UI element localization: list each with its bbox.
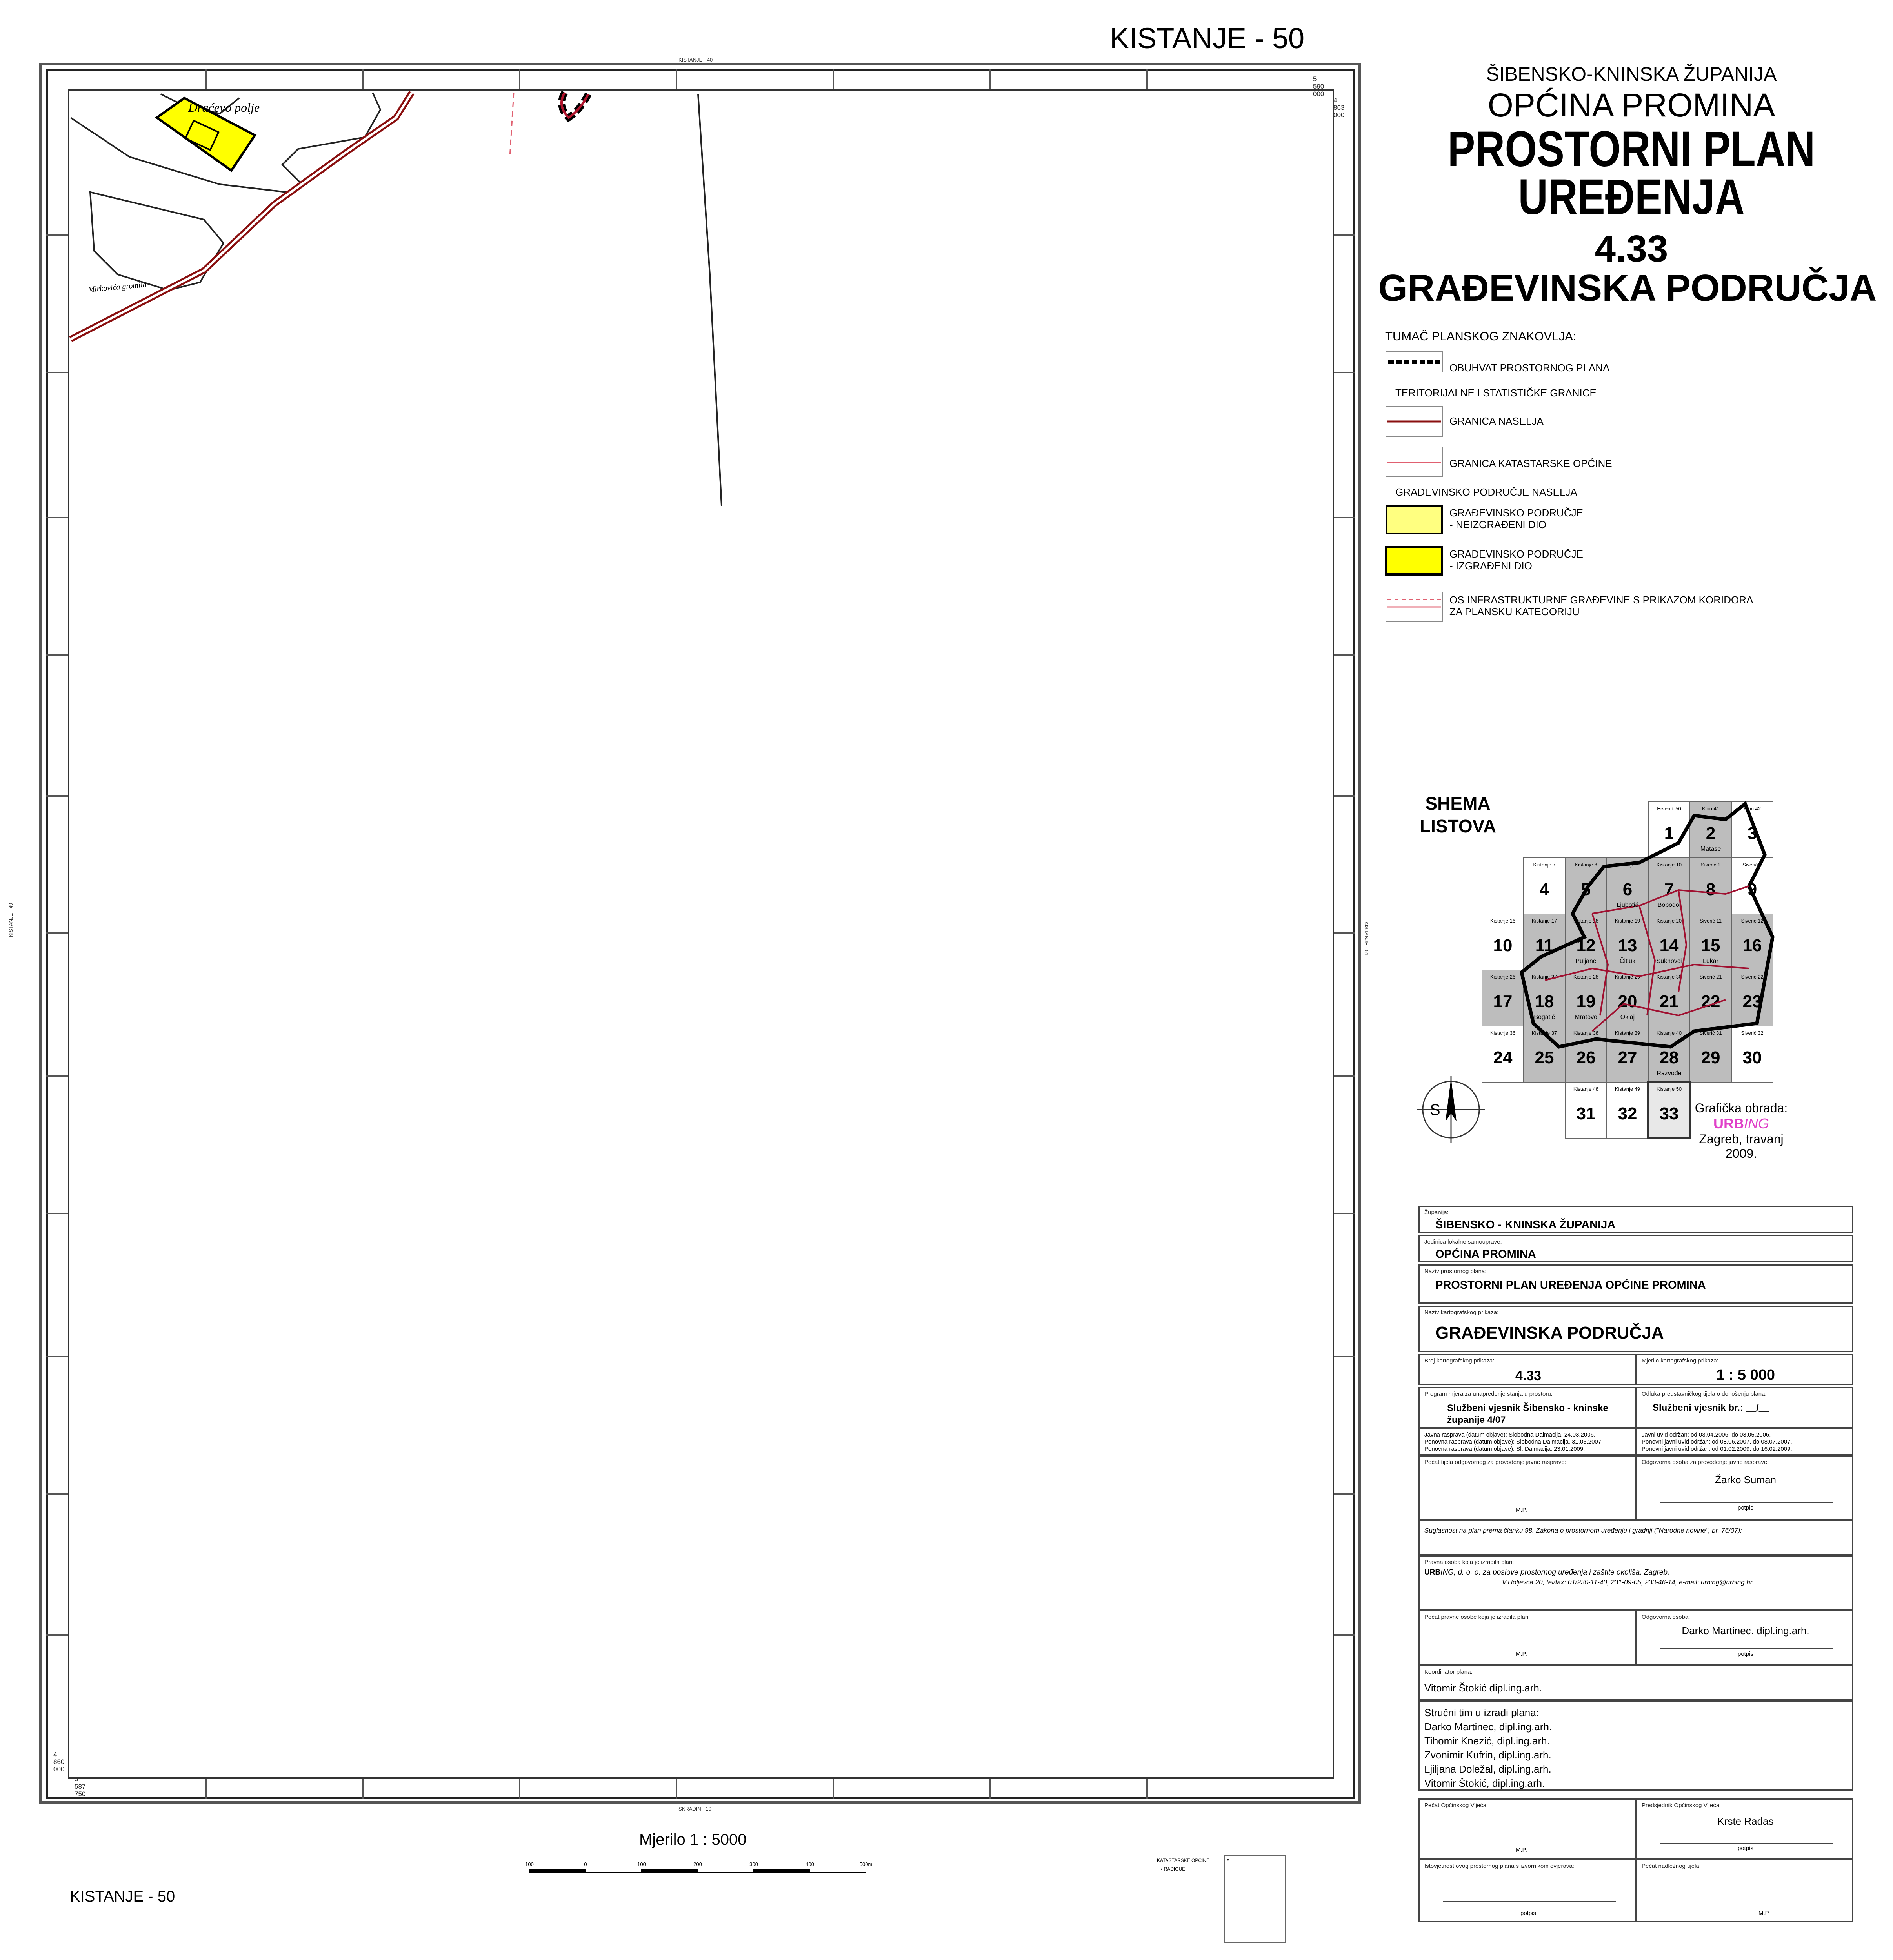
tb-maker-stamp [1418,1610,1636,1665]
schema-place-name: Bobodol [1657,902,1681,908]
coord-top-y: 4 863 000 [1333,96,1345,119]
schema-cell-5[interactable] [1565,858,1607,914]
grafika-credit [1690,1101,1792,1161]
schema-cell-number: 25 [1535,1048,1554,1067]
tb-president-value: Krste Radas [1717,1815,1774,1827]
schema-cell-number: 4 [1539,880,1549,899]
scale-label: Mjerilo 1 : 5000 [639,1831,747,1848]
schema-cell-number: 28 [1659,1048,1679,1067]
schema-cell-number: 5 [1581,880,1591,899]
scale-tick-label: 300 [749,1861,758,1867]
schema-cell-11[interactable] [1524,914,1565,970]
mini-legend-title: KATASTARSKE OPĆINE [1157,1858,1210,1863]
tb-map-value: GRAĐEVINSKA PODRUČJA [1435,1323,1664,1342]
schema-cell-sheetname: Kistanje 7 [1533,862,1556,868]
tb-plan [1418,1264,1853,1304]
tb-team-list [1424,1706,1552,1790]
tb-insight-3: Ponovni javni uvid održan: od 01.02.2009. do 16.02.2009. [1642,1446,1792,1452]
scale-tick-label: 400 [806,1861,814,1867]
legend-infra-symbol [1385,591,1443,623]
tb-public-2: Ponovna rasprava (datum objave): Slobodna Dalmacija, 31.05.2007. [1424,1439,1603,1445]
schema-cell-number: 10 [1493,936,1513,955]
tb-president [1636,1798,1853,1859]
tb-decision-label: Odluka predstavničkog tijela o donošenju plana: [1642,1391,1767,1397]
legend-unbuilt-line2: - NEIZGRAĐENI DIO [1449,519,1547,530]
schema-cell-number: 32 [1618,1104,1637,1123]
tb-program-line2: županije 4/07 [1447,1415,1506,1425]
tb-coordinator [1418,1665,1853,1700]
legend-group-building: GRAĐEVINSKO PODRUČJE NASELJA [1395,486,1577,498]
legend-settlement-symbol [1385,406,1443,437]
schema-cell-31[interactable] [1565,1082,1607,1138]
bottom-neighbor-label: SKRADIN - 10 [678,1806,711,1812]
schema-cell-number: 14 [1659,936,1679,955]
legend-built-symbol [1385,546,1443,576]
tb-plan-value: PROSTORNI PLAN UREĐENJA OPĆINE PROMINA [1435,1279,1706,1292]
schema-cell-9[interactable] [1731,858,1773,914]
schema-cell-sheetname: Kistanje 38 [1573,1030,1599,1036]
tb-responsible-label: Odgovorna osoba za provođenje javne rasprave: [1642,1459,1769,1466]
schema-cell-number: 8 [1706,880,1716,899]
schema-place-name: Čitluk [1619,958,1636,965]
tb-authority-stamp [1636,1859,1853,1922]
scale-segment [810,1869,866,1872]
schema-cell-sheetname: Kistanje 36 [1490,1030,1516,1036]
tb-decision-value: Službeni vjesnik br.: __/__ [1653,1402,1769,1413]
tb-authenticity-label: Istovjetnost ovog prostornog plana s izvornikom ovjerava: [1424,1863,1574,1869]
tb-public-1: Javna rasprava (datum objave): Slobodna Dalmacija, 24.03.2006. [1424,1431,1596,1438]
schema-cell-sheetname: Kistanje 40 [1656,1030,1682,1036]
tb-number-label: Broj kartografskog prikaza: [1424,1357,1495,1364]
tb-program-line1: Službeni vjesnik Šibensko - kninske [1447,1403,1608,1413]
coord-bottom-x: 5 587 750 [75,1775,86,1798]
schema-cell-number: 17 [1493,992,1513,1011]
tb-team-4: Ljiljana Doležal, dipl.ing.arh. [1424,1763,1551,1775]
schema-cell-number: 2 [1706,824,1716,843]
schema-cell-sheetname: Kistanje 50 [1656,1086,1682,1092]
tb-coord-value: Vitomir Štokić dipl.ing.arh. [1424,1682,1542,1694]
place-label-dracevo: Draćevo polje [188,100,260,114]
schema-cell-number: 9 [1747,880,1757,899]
schema-cell-24[interactable] [1482,1026,1524,1082]
schema-place-name: Ljubotić [1617,902,1638,908]
tb-council-stamp-label: Pečat Općinskog Vijeća: [1424,1802,1488,1809]
tb-unit [1418,1235,1853,1262]
top-neighbor-label: KISTANJE - 40 [678,57,713,63]
tb-insight [1636,1428,1853,1455]
schema-cell-21[interactable] [1648,970,1690,1026]
schema-cell-number: 18 [1535,992,1554,1011]
schema-cell-number: 13 [1618,936,1637,955]
mini-legend-item [1161,1866,1185,1872]
tb-insight-text [1642,1431,1792,1453]
tb-responsible-value: Žarko Suman [1715,1474,1777,1486]
coord-top-x: 5 590 000 [1313,75,1324,98]
schema-cell-number: 20 [1618,992,1637,1011]
tb-sig-3: potpis [1737,1845,1754,1852]
schema-cell-sheetname: Siverić 1 [1701,862,1720,868]
schema-cell-sheetname: Siverić 21 [1699,974,1722,980]
legend-unbuilt-line1: GRAĐEVINSKO PODRUČJE [1449,507,1583,519]
schema-title-line2: LISTOVA [1420,816,1497,836]
schema-cell-sheetname: Kistanje 9 [1616,862,1639,868]
schema-cell-sheetname: Kistanje 27 [1531,974,1557,980]
plan-title-line1: PROSTORNI PLAN [1447,121,1815,177]
schema-cell-number: 29 [1701,1048,1720,1067]
scale-tick-label: 100 [637,1861,646,1867]
grid-ticks [46,69,1355,1799]
tb-maker-stamp-label: Pečat pravne osobe koja je izradila plan: [1424,1614,1530,1620]
grafika-logo [1690,1115,1792,1132]
schema-cell-sheetname: Kistanje 19 [1615,918,1640,924]
mini-legend-bullet: ▪ [1161,1866,1164,1872]
schema-place-name: Puljane [1575,958,1597,965]
legend-settlement-label: GRANICA NASELJA [1449,415,1544,427]
tb-unit-value: OPĆINA PROMINA [1435,1248,1536,1261]
legend-heading: TUMAČ PLANSKOG ZNAKOVLJA: [1385,329,1577,343]
tb-sig-2: potpis [1737,1651,1754,1657]
schema-cell-number: 7 [1664,880,1674,899]
tb-maker [1418,1555,1853,1610]
schema-cell-number: 26 [1576,1048,1596,1067]
schema-cell-29[interactable] [1690,1026,1731,1082]
legend-group-boundaries: TERITORIJALNE I STATISTIČKE GRANICE [1395,387,1597,399]
tb-program [1418,1387,1636,1428]
schema-cell-number: 24 [1493,1048,1513,1067]
schema-cell-sheetname: Kistanje 28 [1573,974,1599,980]
right-neighbor-label: KISTANJE - 51 [1364,921,1369,956]
tb-coord-label: Koordinator plana: [1424,1669,1473,1675]
legend-infra-line2: ZA PLANSKU KATEGORIJU [1449,606,1580,618]
schema-cell-sheetname: Ervenik 50 [1657,806,1681,812]
tb-team-1: Darko Martinec, dipl.ing.arh. [1424,1721,1552,1733]
legend-built-label [1449,548,1583,572]
schema-cell-number: 16 [1742,936,1762,955]
tb-team-3: Zvonimir Kufrin, dipl.ing.arh. [1424,1749,1551,1761]
tb-authenticity [1418,1859,1636,1922]
county-title: ŠIBENSKO-KNINSKA ŽUPANIJA [1486,63,1777,85]
schema-cell-26[interactable] [1565,1026,1607,1082]
schema-cell-number: 19 [1576,992,1596,1011]
schema-cell-sheetname: Siverić 31 [1699,1030,1722,1036]
plan-title [1426,121,1837,225]
schema-cell-sheetname: Kistanje 17 [1531,918,1557,924]
schema-cell-number: 11 [1535,936,1554,955]
legend-built-line1: GRAĐEVINSKO PODRUČJE [1449,548,1583,560]
scale-tick-label: 100 [525,1861,534,1867]
schema-cell-8[interactable] [1690,858,1731,914]
schema-cell-sheetname: Kistanje 10 [1656,862,1682,868]
tb-program-label: Program mjera za unapređenje stanja u prostoru: [1424,1391,1553,1397]
schema-cell-4[interactable] [1524,858,1565,914]
tb-mp-2: M.P. [1516,1651,1527,1657]
schema-cell-sheetname: Siverić 11 [1699,918,1722,924]
tb-public [1418,1428,1636,1455]
tb-team [1418,1700,1853,1791]
tb-unit-label: Jedinica lokalne samouprave: [1424,1239,1502,1245]
tb-number-value: 4.33 [1515,1368,1542,1383]
compass-letter: S [1430,1101,1440,1119]
tb-map-label: Naziv kartografskog prikaza: [1424,1309,1499,1316]
tb-county-value: ŠIBENSKO - KNINSKA ŽUPANIJA [1435,1219,1616,1231]
schema-cell-number: 27 [1618,1048,1637,1067]
tb-mp-1: M.P. [1516,1507,1527,1513]
tb-sig-1: potpis [1737,1504,1754,1511]
schema-cell-17[interactable] [1482,970,1524,1026]
schema-cell-sheetname: Kistanje 29 [1615,974,1640,980]
schema-cell-sheetname: Kistanje 37 [1531,1030,1557,1036]
schema-cell-number: 21 [1659,992,1679,1011]
scale-segment [698,1869,754,1872]
tb-insight-2: Ponovni javni uvid održan: od 08.06.2007. do 08.07.2007. [1642,1439,1792,1445]
schema-place-name: Oklaj [1620,1014,1635,1021]
coord-bottom-y: 4 860 000 [53,1751,65,1773]
tb-stamp-body-label: Pečat tijela odgovornog za provođenje javne rasprave: [1424,1459,1566,1466]
scale-segment [754,1869,810,1872]
tb-county [1418,1206,1853,1233]
tb-consent-text: Suglasnost na plan prema članku 98. Zakona o prostornom uređenju i gradnji ("Narodne novine", br. 76/07): [1424,1527,1742,1534]
schema-cell-sheetname: Kistanje 8 [1575,862,1597,868]
footer-sheet-label: KISTANJE - 50 [70,1888,175,1905]
tb-team-head: Stručni tim u izradi plana: [1424,1707,1539,1718]
schema-cell-number: 12 [1576,936,1596,955]
place-label-mirkovica: Mirkovića gromila [87,280,147,294]
legend-cadastral-label: GRANICA KATASTARSKE OPĆINE [1449,458,1612,469]
schema-cell-sheetname: Kistanje 16 [1490,918,1516,924]
tb-mp-4: M.P. [1758,1910,1770,1916]
tb-maker-address: V.Holjevca 20, tel/fax: 01/230-11-40, 231-09-05, 233-46-14, e-mail: urbing@urbing.hr [1502,1579,1753,1586]
legend-unbuilt-symbol [1385,505,1443,535]
scale-bar [522,1860,882,1876]
tb-maker-rest: , d. o. o. za poslove prostornog uređenja i zaštite okoliša, Zagreb, [1453,1568,1670,1577]
schema-cell-sheetname: Siverić 22 [1741,974,1764,980]
schema-cell-number: 6 [1622,880,1633,899]
tb-scale-label: Mjerilo kartografskog prikaza: [1642,1357,1718,1364]
schema-place-name: Lukar [1702,958,1719,965]
schema-place-name: Bogatić [1534,1014,1555,1021]
schema-cell-sheetname: Kistanje 39 [1615,1030,1640,1036]
schema-cell-27[interactable] [1607,1026,1648,1082]
sheet-index-schema[interactable] [1475,796,1828,1149]
schema-cell-number: 33 [1659,1104,1679,1123]
tb-scale [1636,1354,1853,1385]
tb-maker-logo-a: URB [1424,1568,1441,1577]
schema-cell-number: 22 [1701,992,1720,1011]
scale-tick-label: 500m [859,1861,873,1867]
schema-cell-sheetname: Kistanje 26 [1490,974,1516,980]
scale-segment [586,1869,642,1872]
tb-team-2: Tihomir Knezić, dipl.ing.arh. [1424,1735,1550,1747]
tb-scale-value: 1 : 5 000 [1716,1367,1775,1383]
tb-number [1418,1354,1636,1385]
mini-key-map [1224,1855,1286,1943]
tb-stamp-body [1418,1455,1636,1520]
municipality-title: OPĆINA PROMINA [1487,87,1775,124]
tb-public-3: Ponovna rasprava (datum objave): Sl. Dalmacija, 23.01.2009. [1424,1446,1585,1452]
legend-cadastral-symbol [1385,446,1443,478]
schema-place-name: Matase [1700,846,1721,852]
plan-title-line2: UREĐENJA [1518,169,1745,225]
tb-maker-logo-b: ING [1440,1568,1454,1577]
grafika-logo-b: ING [1744,1115,1769,1132]
tb-president-label: Predsjednik Općinskog Vijeća: [1642,1802,1721,1809]
schema-cell-sheetname: Kistanje 30 [1656,974,1682,980]
tb-sig-4: potpis [1520,1910,1537,1916]
tb-maker-label: Pravna osoba koja je izradila plan: [1424,1559,1514,1566]
tb-consent [1418,1520,1853,1555]
tb-maker-line [1424,1568,1669,1577]
schema-cell-number: 3 [1747,824,1757,843]
schema-cell-number: 15 [1701,936,1720,955]
grafika-label: Grafička obrada: [1695,1101,1788,1115]
tb-public-text [1424,1431,1603,1453]
legend-scope-symbol [1385,351,1443,373]
tb-responsible [1636,1455,1853,1520]
tb-decision [1636,1387,1853,1428]
schema-cell-22[interactable] [1690,970,1731,1026]
sheet-number: 4.33 [1595,228,1668,270]
left-neighbor-label: KISTANJE - 49 [8,903,14,937]
schema-cell-32[interactable] [1607,1082,1648,1138]
scale-segment [529,1869,586,1872]
schema-cell-sheetname: Knin 42 [1743,806,1761,812]
schema-cell-30[interactable] [1731,1026,1773,1082]
legend-unbuilt-label [1449,507,1583,530]
tb-authority-stamp-label: Pečat nadležnog tijela: [1642,1863,1701,1869]
schema-cell-sheetname: Kistanje 18 [1573,918,1599,924]
tb-program-value [1447,1402,1608,1426]
schema-place-name: Suknovci [1656,958,1682,965]
schema-cell-10[interactable] [1482,914,1524,970]
schema-cell-number: 31 [1576,1104,1596,1123]
schema-cell-sheetname: Kistanje 48 [1573,1086,1599,1092]
schema-cell-number: 30 [1742,1048,1762,1067]
tb-map [1418,1306,1853,1352]
north-arrow-icon [1416,1074,1486,1145]
tb-mp-3: M.P. [1516,1847,1527,1853]
schema-cell-sheetname: Kistanje 20 [1656,918,1682,924]
parcel-lines [71,93,722,506]
sheet-title: GRAĐEVINSKA PODRUČJA [1378,267,1877,309]
scale-tick-label: 0 [584,1861,587,1867]
legend-infra-label [1449,594,1753,618]
schema-cell-sheetname: Siverić 12 [1741,918,1764,924]
sheet-header-label: KISTANJE - 50 [1110,22,1305,54]
mini-key-dot: • [1227,1856,1229,1863]
mini-legend-item-label: RADIGUE [1164,1866,1186,1872]
tb-plan-label: Naziv prostornog plana: [1424,1268,1487,1275]
schema-cell-sheetname: Kistanje 49 [1615,1086,1640,1092]
schema-title-line1: SHEMA [1425,793,1491,814]
schema-place-name: Mratovo [1575,1014,1597,1021]
grafika-date: Zagreb, travanj 2009. [1699,1132,1784,1161]
tb-maker-resp [1636,1610,1853,1665]
schema-cell-sheetname: Knin 41 [1702,806,1720,812]
tb-team-5: Vitomir Štokić, dipl.ing.arh. [1424,1777,1545,1789]
legend-scope-label: OBUHVAT PROSTORNOG PLANA [1449,362,1610,374]
schema-cell-number: 1 [1664,824,1674,843]
scale-tick-label: 200 [693,1861,702,1867]
schema-cell-33[interactable] [1648,1082,1690,1138]
legend-infra-line1: OS INFRASTRUKTURNE GRAĐEVINE S PRIKAZOM KORIDORA [1449,594,1753,606]
tb-maker-resp-label: Odgovorna osoba: [1642,1614,1690,1620]
grafika-logo-a: URB [1713,1115,1744,1132]
tb-county-label: Županija: [1424,1209,1449,1216]
schema-cell-sheetname: Siverić 2 [1742,862,1762,868]
tb-council-stamp [1418,1798,1636,1859]
schema-place-name: Razvođe [1657,1070,1682,1077]
scale-segment [642,1869,698,1872]
tb-insight-1: Javni uvid održan: od 03.04.2006. do 03.05.2006. [1642,1431,1771,1438]
tb-maker-resp-value: Darko Martinec. dipl.ing.arh. [1682,1625,1809,1637]
schema-cell-sheetname: Siverić 32 [1741,1030,1764,1036]
legend-built-line2: - IZGRAĐENI DIO [1449,560,1532,572]
schema-cell-number: 23 [1742,992,1762,1011]
cadastral-boundary [510,93,514,157]
